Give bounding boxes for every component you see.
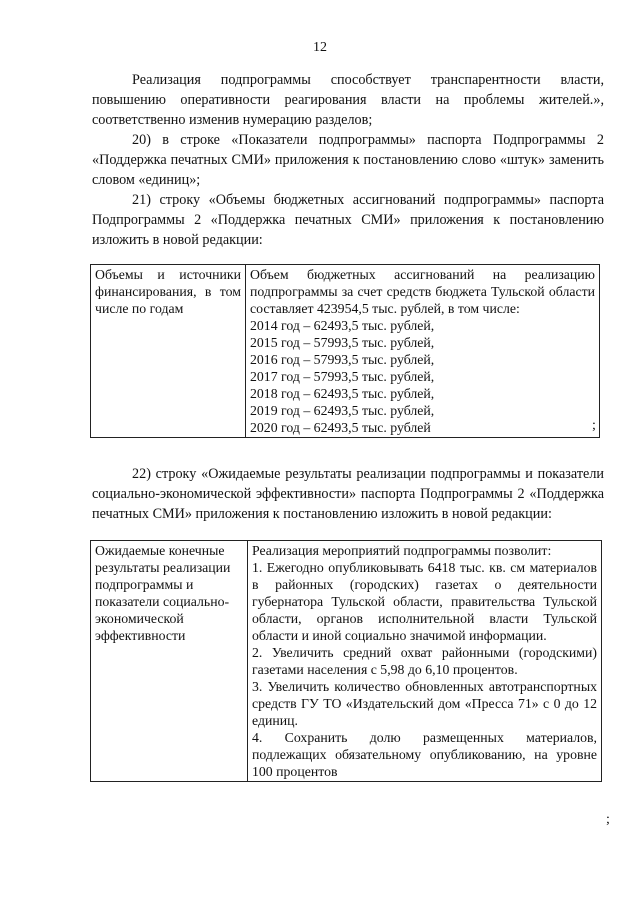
paragraph-20: 20) в строке «Показатели подпрограммы» паспорта Подпрограммы 2 «Поддержка печатных СМИ» приложения к постановлению слово «штук» заменить словом «единиц»; [92,132,604,188]
funding-year-row: 2015 год – 57993,5 тыс. рублей, [250,335,435,350]
page-number: 12 [313,40,327,55]
results-item: 3. Увеличить количество обновленных автотранспортных средств ГУ ТО «Издательский дом «Пресса 71» с 0 до 12 единиц. [252,679,597,728]
paragraph-21: 21) строку «Объемы бюджетных ассигнований подпрограммы» паспорта Подпрограммы 2 «Поддержка печатных СМИ» приложения к постановлению изложить в новой редакции: [92,192,604,248]
document-body [92,70,604,782]
funding-year-row: 2017 год – 57993,5 тыс. рублей, [250,369,435,384]
results-item: 1. Ежегодно опубликовывать 6418 тыс. кв. см материалов в районных (городских) газетах о деятельности губернатора Тульской области, правительства Тульской области, органов исполнительной власти Тульской области и иной социально значимой информации. [252,560,597,643]
results-table-label: Ожидаемые конечные результаты реализации подпрограммы и показатели социально-экономической эффективности [91,541,248,782]
results-intro: Реализация мероприятий подпрограммы позволит: [252,543,552,558]
funding-table-semicolon: ; [592,418,596,433]
funding-year-row: 2020 год – 62493,5 тыс. рублей [250,420,431,435]
results-table-value [248,541,602,782]
funding-table-value [246,265,600,438]
funding-table-label: Объемы и источники финансирования, в том числе по годам [91,265,246,438]
paragraph-intro: Реализация подпрограммы способствует транспарентности власти, повышению оперативности реагирования власти на проблемы жителей.», соответственно изменив нумерацию разделов; [92,72,604,128]
funding-year-row: 2019 год – 62493,5 тыс. рублей, [250,403,435,418]
results-item: 2. Увеличить средний охват районными (городскими) газетами населения с 5,98 до 6,10 процентов. [252,645,597,677]
results-table [90,540,602,782]
funding-year-row: 2016 год – 57993,5 тыс. рублей, [250,352,435,367]
paragraph-22: 22) строку «Ожидаемые результаты реализации подпрограммы и показатели социально-экономической эффективности» паспорта Подпрограммы 2 «Поддержка печатных СМИ» приложения к постановлению изложить в новой редакции: [92,466,604,522]
results-item: 4. Сохранить долю размещенных материалов, подлежащих обязательному опубликованию, на уровне 100 процентов [252,730,597,779]
results-table-semicolon: ; [606,812,610,827]
funding-intro: Объем бюджетных ассигнований на реализацию подпрограммы за счет средств бюджета Тульской области составляет 423954,5 тыс. рублей, в том числе: [250,267,595,316]
funding-year-row: 2018 год – 62493,5 тыс. рублей, [250,386,435,401]
funding-table [90,264,600,438]
funding-year-row: 2014 год – 62493,5 тыс. рублей, [250,318,435,333]
